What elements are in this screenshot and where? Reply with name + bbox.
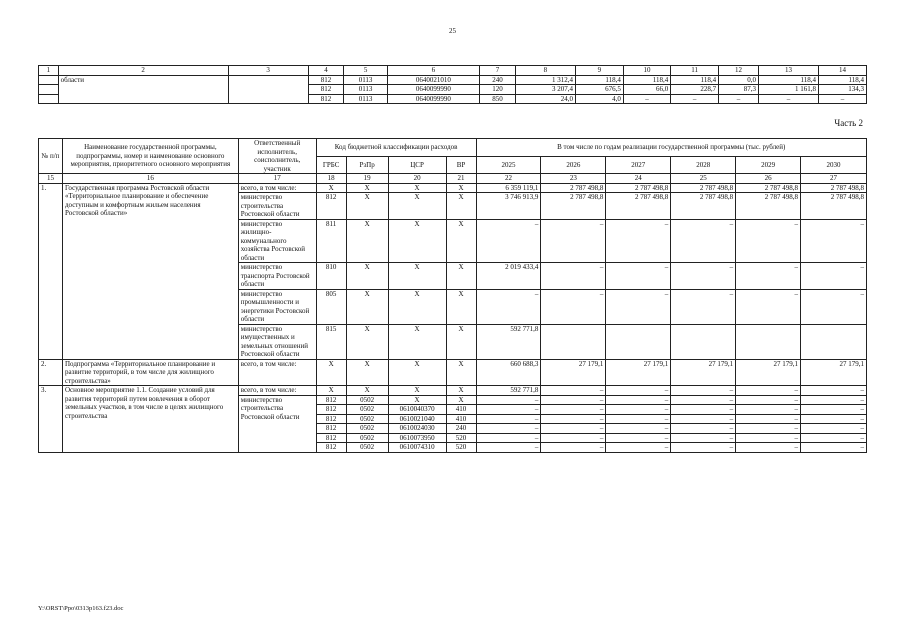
cell: 520: [446, 433, 476, 443]
cell: 2 019 433,4: [476, 263, 541, 290]
cell: –: [671, 433, 736, 443]
cell: –: [606, 443, 671, 453]
cell: 3 207,4: [515, 85, 575, 95]
cell: 410: [446, 414, 476, 424]
cell: X: [388, 386, 446, 396]
cell: 2 787 498,8: [541, 183, 606, 193]
cell: X: [316, 183, 346, 193]
cell: 812: [308, 75, 344, 85]
cell: X: [388, 395, 446, 405]
cell: –: [801, 443, 867, 453]
cell: –: [736, 443, 801, 453]
cell: –: [671, 386, 736, 396]
column-number: 27: [801, 174, 867, 184]
cell: 812: [316, 433, 346, 443]
cell: –: [736, 414, 801, 424]
cell: 812: [316, 405, 346, 415]
cell: 2 787 498,8: [541, 193, 606, 220]
row-label: области: [58, 75, 228, 104]
cell: 660 688,3: [476, 359, 541, 386]
cell: 27 179,1: [541, 359, 606, 386]
cell: 0640099990: [387, 85, 479, 95]
cell: –: [541, 424, 606, 434]
program-name: Государственная программа Ростовской области «Территориальное планирование и обеспечение доступным и комфортным жильем населения Ростовской области»: [62, 183, 238, 359]
header-csr: ЦСР: [388, 156, 446, 174]
continuation-table: [38, 65, 867, 104]
cell: 0502: [346, 405, 388, 415]
cell: –: [671, 405, 736, 415]
cell: –: [801, 386, 867, 396]
cell: [736, 324, 801, 359]
column-number: 26: [736, 174, 801, 184]
cell: –: [541, 395, 606, 405]
cell: X: [316, 359, 346, 386]
subprogram-name: Подпрограмма «Территориальное планирование и развитие территорий, в том числе для жилищного строительства»: [62, 359, 238, 386]
cell: 0610040370: [388, 405, 446, 415]
cell: X: [388, 263, 446, 290]
cell: –: [606, 263, 671, 290]
column-number: 10: [623, 66, 670, 76]
cell: 2 787 498,8: [801, 183, 867, 193]
table-row: [39, 359, 867, 386]
cell: X: [446, 386, 476, 396]
cell: –: [606, 405, 671, 415]
cell: –: [541, 386, 606, 396]
header-years: В том числе по годам реализации государственной программы (тыс. рублей): [476, 139, 866, 157]
cell: –: [671, 414, 736, 424]
cell: –: [541, 263, 606, 290]
column-number: 19: [346, 174, 388, 184]
table-row: [39, 386, 867, 396]
cell: X: [388, 193, 446, 220]
cell: 1 312,4: [515, 75, 575, 85]
cell: [671, 324, 736, 359]
row-number: 3.: [39, 386, 63, 453]
cell: –: [736, 219, 801, 263]
row-number: 1.: [39, 183, 63, 359]
cell: 2 787 498,8: [606, 193, 671, 220]
cell: X: [446, 193, 476, 220]
column-number: 25: [671, 174, 736, 184]
cell: X: [346, 219, 388, 263]
responsible: министерство транспорта Ростовской области: [238, 263, 316, 290]
cell: 120: [480, 85, 516, 95]
cell: 0113: [344, 75, 387, 85]
cell: 2 787 498,8: [736, 183, 801, 193]
cell: X: [446, 263, 476, 290]
header-year: 2028: [671, 156, 736, 174]
cell: –: [736, 433, 801, 443]
column-number: 11: [671, 66, 719, 76]
cell: –: [476, 443, 541, 453]
cell: –: [623, 94, 670, 104]
cell: 0502: [346, 433, 388, 443]
cell: 0502: [346, 395, 388, 405]
cell: 812: [316, 443, 346, 453]
cell: X: [388, 289, 446, 324]
header-kbk: Код бюджетной классификации расходов: [316, 139, 476, 157]
responsible: министерство строительства Ростовской области: [238, 193, 316, 220]
cell: 66,0: [623, 85, 670, 95]
responsible: министерство жилищно-коммунального хозяйства Ростовской области: [238, 219, 316, 263]
cell: 2 787 498,8: [671, 183, 736, 193]
cell: 27 179,1: [671, 359, 736, 386]
cell: X: [446, 219, 476, 263]
cell: X: [446, 324, 476, 359]
cell: –: [671, 263, 736, 290]
header-name: Наименование государственной программы, подпрограммы, номер и наименование основного мероприятия, приоритетного основного мероприятия: [62, 139, 238, 174]
cell: –: [606, 414, 671, 424]
cell: –: [671, 443, 736, 453]
cell: –: [719, 94, 759, 104]
cell: 592 771,8: [476, 386, 541, 396]
cell: –: [606, 395, 671, 405]
cell: [801, 324, 867, 359]
header-rzpr: РзПр: [346, 156, 388, 174]
cell: 0610074310: [388, 443, 446, 453]
cell: –: [736, 424, 801, 434]
cell: –: [801, 263, 867, 290]
cell: 810: [316, 263, 346, 290]
cell: X: [346, 386, 388, 396]
responsible: всего, в том числе:: [238, 359, 316, 386]
column-number: 14: [819, 66, 867, 76]
cell: X: [388, 219, 446, 263]
cell: –: [801, 289, 867, 324]
header-vr: ВР: [446, 156, 476, 174]
cell: –: [671, 94, 719, 104]
cell: –: [801, 405, 867, 415]
cell: 0610073950: [388, 433, 446, 443]
column-number: 18: [316, 174, 346, 184]
responsible: министерство промышленности и энергетики Ростовской области: [238, 289, 316, 324]
column-number: 17: [238, 174, 316, 184]
cell: 0502: [346, 443, 388, 453]
cell: X: [446, 183, 476, 193]
cell: X: [346, 359, 388, 386]
cell: [606, 324, 671, 359]
column-number-row: [39, 66, 867, 76]
cell: X: [346, 289, 388, 324]
column-number: 21: [446, 174, 476, 184]
cell: 805: [316, 289, 346, 324]
cell: –: [736, 289, 801, 324]
column-number: 2: [58, 66, 228, 76]
page-number: 25: [449, 27, 456, 35]
cell: –: [801, 414, 867, 424]
cell: –: [671, 395, 736, 405]
cell: 812: [308, 85, 344, 95]
cell: –: [801, 424, 867, 434]
header-grbs: ГРБС: [316, 156, 346, 174]
measure-name: Основное мероприятие 1.1. Создание условий для развития территорий путем вовлечения в оборот земельных участков, в том числе в целях жилищного строительства: [62, 386, 238, 453]
cell: –: [758, 94, 818, 104]
cell: 2 787 498,8: [606, 183, 671, 193]
cell: 0640099990: [387, 94, 479, 104]
cell: 118,4: [575, 75, 623, 85]
cell: –: [606, 433, 671, 443]
cell: –: [606, 424, 671, 434]
cell: –: [541, 433, 606, 443]
cell: 118,4: [671, 75, 719, 85]
cell: 4,0: [575, 94, 623, 104]
cell: 118,4: [623, 75, 670, 85]
cell: X: [446, 359, 476, 386]
cell: X: [346, 263, 388, 290]
responsible: министерство имущественных и земельных отношений Ростовской области: [238, 324, 316, 359]
header-responsible: Ответственный исполнитель, соисполнитель, участник: [238, 139, 316, 174]
cell: –: [736, 386, 801, 396]
cell: [541, 324, 606, 359]
cell: X: [446, 395, 476, 405]
table-row: [39, 75, 867, 85]
table-row: [39, 183, 867, 193]
cell: –: [541, 443, 606, 453]
cell: 0640021010: [387, 75, 479, 85]
cell: –: [541, 405, 606, 415]
cell: 0113: [344, 94, 387, 104]
cell: 2 787 498,8: [801, 193, 867, 220]
cell: –: [476, 405, 541, 415]
cell: 0502: [346, 414, 388, 424]
column-number-row: [39, 174, 867, 184]
cell: 815: [316, 324, 346, 359]
cell: –: [476, 414, 541, 424]
cell: 27 179,1: [736, 359, 801, 386]
header-num: № п/п: [39, 139, 63, 174]
header-year: 2026: [541, 156, 606, 174]
cell: –: [671, 289, 736, 324]
column-number: 12: [719, 66, 759, 76]
cell: –: [606, 219, 671, 263]
column-number: 9: [575, 66, 623, 76]
cell: –: [736, 263, 801, 290]
column-number: 24: [606, 174, 671, 184]
cell: 0502: [346, 424, 388, 434]
header-year: 2030: [801, 156, 867, 174]
cell: 24,0: [515, 94, 575, 104]
cell: 2 787 498,8: [736, 193, 801, 220]
cell: –: [541, 414, 606, 424]
cell: 850: [480, 94, 516, 104]
column-number: 4: [308, 66, 344, 76]
cell: 118,4: [758, 75, 818, 85]
cell: –: [476, 424, 541, 434]
cell: –: [736, 395, 801, 405]
cell: 228,7: [671, 85, 719, 95]
cell: 0,0: [719, 75, 759, 85]
cell: 118,4: [819, 75, 867, 85]
cell: 811: [316, 219, 346, 263]
cell: X: [346, 193, 388, 220]
cell: X: [388, 183, 446, 193]
cell: 812: [316, 193, 346, 220]
column-number: 8: [515, 66, 575, 76]
cell: –: [541, 289, 606, 324]
cell: 0113: [344, 85, 387, 95]
column-number: 13: [758, 66, 818, 76]
responsible: всего, в том числе:: [238, 183, 316, 193]
cell: X: [316, 386, 346, 396]
cell: 3 746 913,9: [476, 193, 541, 220]
cell: 0610021040: [388, 414, 446, 424]
header-row: [39, 139, 867, 157]
cell: –: [541, 219, 606, 263]
column-number: 1: [39, 66, 59, 76]
cell: –: [801, 395, 867, 405]
column-number: 6: [387, 66, 479, 76]
cell: 27 179,1: [606, 359, 671, 386]
column-number: 23: [541, 174, 606, 184]
row-number: 2.: [39, 359, 63, 386]
column-number: 16: [62, 174, 238, 184]
cell: X: [346, 324, 388, 359]
cell: 1 161,8: [758, 85, 818, 95]
cell: X: [346, 183, 388, 193]
cell: 520: [446, 443, 476, 453]
header-year: 2027: [606, 156, 671, 174]
cell: 240: [446, 424, 476, 434]
cell: 410: [446, 405, 476, 415]
cell: 812: [316, 424, 346, 434]
cell: –: [801, 219, 867, 263]
cell: 812: [308, 94, 344, 104]
cell: 6 359 119,1: [476, 183, 541, 193]
cell: –: [476, 289, 541, 324]
column-number: 7: [480, 66, 516, 76]
program-table: [38, 138, 867, 453]
column-number: 15: [39, 174, 63, 184]
cell: 676,5: [575, 85, 623, 95]
column-number: 3: [228, 66, 308, 76]
cell: –: [671, 424, 736, 434]
cell: 0610024030: [388, 424, 446, 434]
header-year: 2025: [476, 156, 541, 174]
column-number: 5: [344, 66, 387, 76]
cell: X: [446, 289, 476, 324]
cell: X: [388, 359, 446, 386]
cell: –: [476, 433, 541, 443]
footer-path: Y:\ORST\Ppo\0313p163.f23.doc: [38, 605, 124, 612]
cell: –: [476, 395, 541, 405]
cell: 87,3: [719, 85, 759, 95]
column-number: 22: [476, 174, 541, 184]
column-number: 20: [388, 174, 446, 184]
cell: X: [388, 324, 446, 359]
responsible: всего, в том числе:: [238, 386, 316, 396]
cell: –: [606, 386, 671, 396]
cell: 592 771,8: [476, 324, 541, 359]
cell: 812: [316, 395, 346, 405]
cell: –: [671, 219, 736, 263]
cell: 27 179,1: [801, 359, 867, 386]
cell: –: [819, 94, 867, 104]
header-year: 2029: [736, 156, 801, 174]
cell: 2 787 498,8: [671, 193, 736, 220]
cell: 812: [316, 414, 346, 424]
cell: –: [801, 433, 867, 443]
cell: 134,3: [819, 85, 867, 95]
responsible: министерство строительства Ростовской области: [238, 395, 316, 452]
cell: –: [606, 289, 671, 324]
cell: 240: [480, 75, 516, 85]
part-label: Часть 2: [834, 118, 863, 128]
cell: –: [736, 405, 801, 415]
cell: –: [476, 219, 541, 263]
